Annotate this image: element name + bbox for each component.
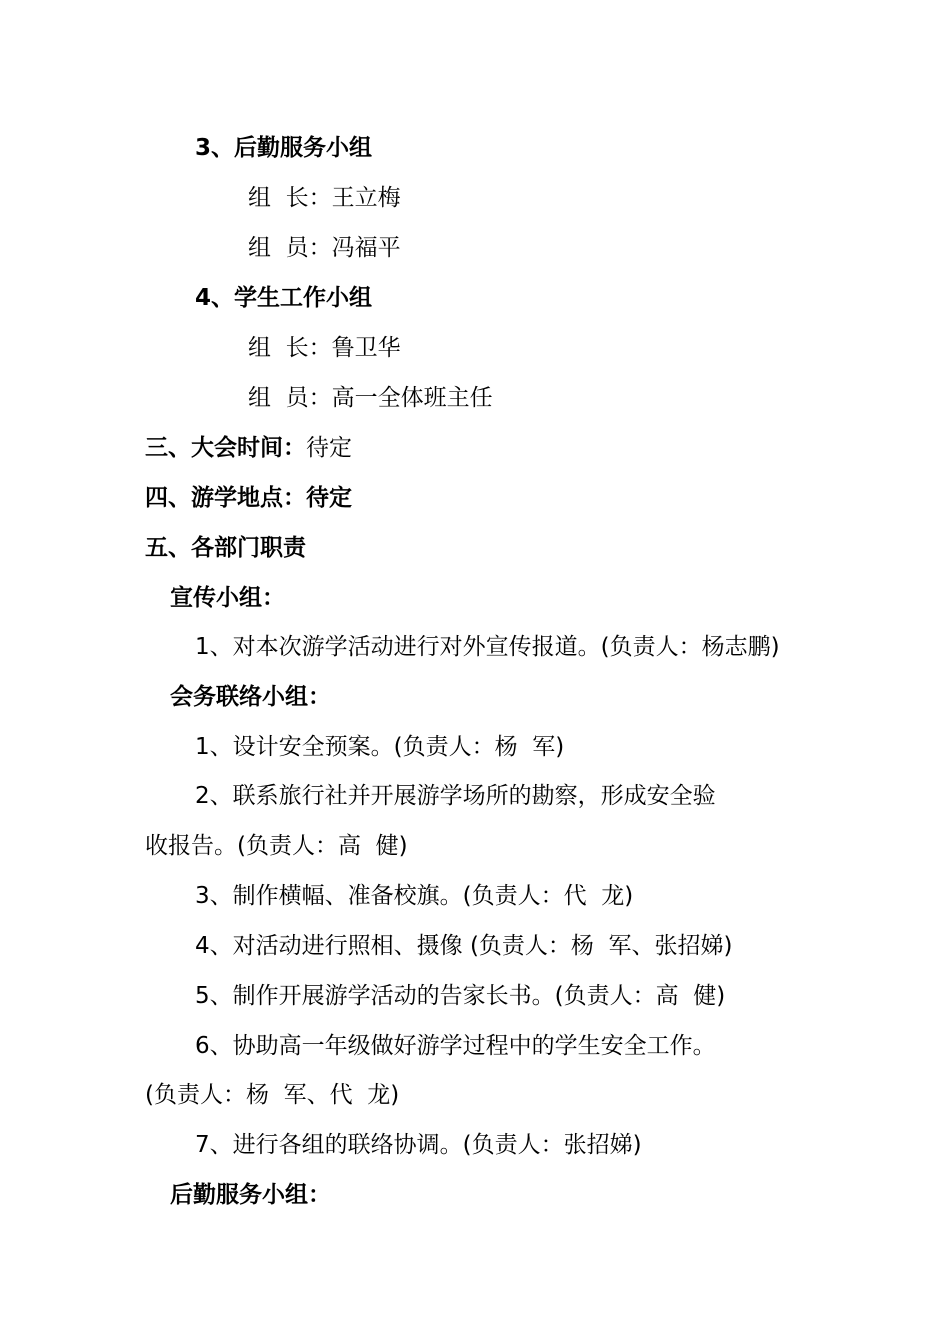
bold-text: 宣传小组： bbox=[170, 585, 285, 611]
body-text: 组 员：冯福平 bbox=[248, 235, 401, 261]
body-text: 3、制作横幅、准备校旗。(负责人：代 龙) bbox=[195, 883, 634, 909]
text-line bbox=[170, 1180, 331, 1210]
text-line bbox=[195, 133, 372, 163]
bold-text: 后勤服务小组： bbox=[170, 1182, 331, 1208]
text-line bbox=[170, 583, 285, 613]
text-line bbox=[195, 1130, 642, 1160]
body-text: 组 长：王立梅 bbox=[248, 185, 401, 211]
body-text: 2、联系旅行社并开展游学场所的勘察，形成安全验 bbox=[195, 783, 716, 809]
body-text: 组 长：鲁卫华 bbox=[248, 335, 401, 361]
body-text: 5、制作开展游学活动的告家长书。(负责人：高 健) bbox=[195, 983, 726, 1009]
body-text: 收报告。(负责人：高 健) bbox=[145, 833, 408, 859]
text-line bbox=[195, 931, 733, 961]
bold-text: 3、后勤服务小组 bbox=[195, 135, 373, 161]
text-line bbox=[248, 333, 401, 363]
text-line bbox=[145, 433, 352, 463]
text-line bbox=[195, 881, 633, 911]
bold-text: 会务联络小组： bbox=[170, 684, 331, 710]
bold-text: 五、各部门职责 bbox=[145, 535, 306, 561]
text-line bbox=[145, 483, 352, 513]
text-line bbox=[145, 1080, 399, 1110]
text-line bbox=[195, 283, 372, 313]
text-line bbox=[195, 632, 780, 662]
body-text: 1、设计安全预案。(负责人：杨 军) bbox=[195, 734, 565, 760]
bold-text: 四、游学地点：待定 bbox=[145, 485, 352, 511]
text-line bbox=[170, 682, 331, 712]
text-line bbox=[195, 732, 564, 762]
body-text: (负责人：杨 军、代 龙) bbox=[145, 1082, 400, 1108]
bold-text: 三、大会时间： bbox=[145, 435, 306, 461]
body-text: 1、对本次游学活动进行对外宣传报道。(负责人：杨志鹏) bbox=[195, 634, 780, 660]
body-text: 7、进行各组的联络协调。(负责人：张招娣) bbox=[195, 1132, 642, 1158]
body-text: 待定 bbox=[306, 435, 352, 461]
text-line bbox=[195, 1031, 716, 1061]
text-line bbox=[195, 981, 725, 1011]
text-line bbox=[145, 533, 306, 563]
body-text: 6、协助高一年级做好游学过程中的学生安全工作。 bbox=[195, 1033, 716, 1059]
body-text: 4、对活动进行照相、摄像 (负责人：杨 军、张招娣) bbox=[195, 933, 733, 959]
body-text: 组 员：高一全体班主任 bbox=[248, 385, 493, 411]
text-line bbox=[248, 233, 401, 263]
text-line bbox=[248, 383, 493, 413]
text-line bbox=[195, 781, 716, 811]
text-line bbox=[145, 831, 408, 861]
bold-text: 4、学生工作小组 bbox=[195, 285, 373, 311]
text-line bbox=[248, 183, 401, 213]
